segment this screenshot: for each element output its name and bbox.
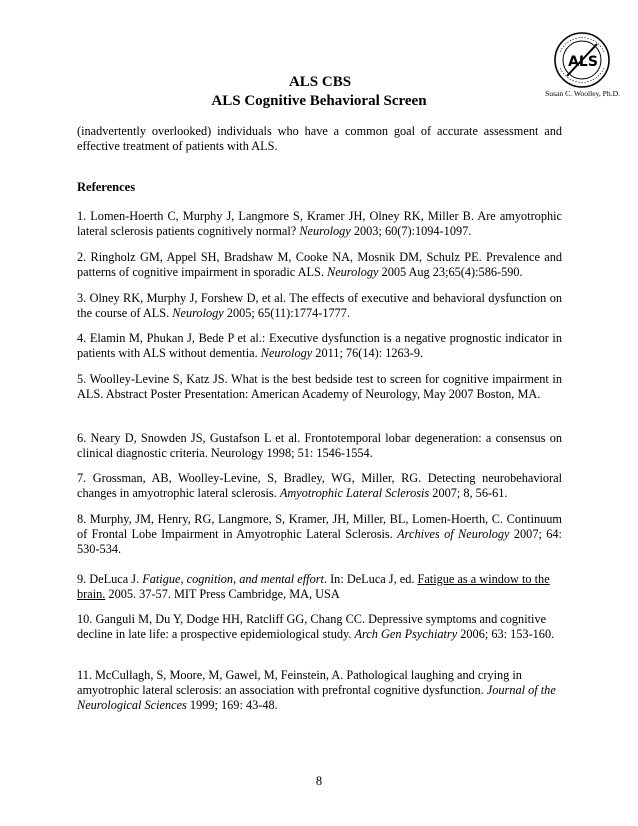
reference-item-1: 1. Lomen-Hoerth C, Murphy J, Langmore S, Kramer JH, Olney RK, Miller B. Are amyotrophic lateral sclerosis patients cognitively normal? Neurology 2003; 60(7):1094-1097. xyxy=(77,209,562,239)
logo-text: ALS xyxy=(568,54,598,70)
reference-item-11: 11. McCullagh, S, Moore, M, Gawel, M, Feinstein, A. Pathological laughing and crying in amyotrophic lateral sclerosis: an association with prefrontal cognitive dysfunction. Journal of the Neurological Sciences 1999; 169: 43-48. xyxy=(77,668,556,713)
page-number: 8 xyxy=(315,774,323,788)
reference-item-9: 9. DeLuca J. Fatigue, cognition, and mental effort. In: DeLuca J, ed. Fatigue as a window to the brain. 2005. 37-57. MIT Press Cambridge, MA, USA xyxy=(77,572,550,602)
references-heading: References xyxy=(77,180,136,194)
book-title-link: Fatigue as a window to the brain. xyxy=(77,572,550,602)
document-title: ALS CBS xyxy=(288,74,352,90)
reference-item-2: 2. Ringholz GM, Appel SH, Bradshaw M, Cooke NA, Mosnik DM, Schulz PE. Prevalence and patterns of cognitive impairment in sporadic ALS. Neurology 2005 Aug 23;65(4):586-590. xyxy=(77,250,562,280)
reference-item-5: 5. Woolley-Levine S, Katz JS. What is the best bedside test to screen for cognitive impairment in ALS. Abstract Poster Presentation: American Academy of Neurology, May 2007 Boston, MA. xyxy=(77,372,562,402)
intro-paragraph xyxy=(77,124,562,154)
author-name: Susan C. Woolley, Ph.D. xyxy=(545,89,620,98)
reference-item-6: 6. Neary D, Snowden JS, Gustafson L et al. Frontotemporal lobar degeneration: a consensus on clinical diagnostic criteria. Neurology 1998; 51: 1546-1554. xyxy=(77,431,562,461)
intro-text: (inadvertently overlooked) individuals who have a common goal of accurate assessment and effective treatment of patients with ALS. xyxy=(77,124,562,153)
reference-item-10: 10. Ganguli M, Du Y, Dodge HH, Ratcliff GG, Chang CC. Depressive symptoms and cognitive decline in late life: a prospective epidemiological study. Arch Gen Psychiatry 2006; 63: 153-160. xyxy=(77,612,555,642)
reference-item-8: 8. Murphy, JM, Henry, RG, Langmore, S, Kramer, JH, Miller, BL, Lomen-Hoerth, C. Continuum of Frontal Lobe Impairment in Amyotrophic Lateral Sclerosis. Archives of Neurology 2007; 64: 530-534. xyxy=(77,512,562,557)
reference-item-7: 7. Grossman, AB, Woolley-Levine, S, Bradley, WG, Miller, RG. Detecting neurobehavioral changes in amyotrophic lateral sclerosis. Amyotrophic Lateral Sclerosis 2007; 8, 56-61. xyxy=(77,471,562,501)
document-subtitle: ALS Cognitive Behavioral Screen xyxy=(211,93,427,109)
reference-item-3: 3. Olney RK, Murphy J, Forshew D, et al. The effects of executive and behavioral dysfunction on the course of ALS. Neurology 2005; 65(11):1774-1777. xyxy=(77,291,562,321)
reference-item-4: 4. Elamin M, Phukan J, Bede P et al.: Executive dysfunction is a negative prognostic indicator in patients with ALS without dementia. Neurology 2011; 76(14): 1263-9. xyxy=(77,331,562,361)
